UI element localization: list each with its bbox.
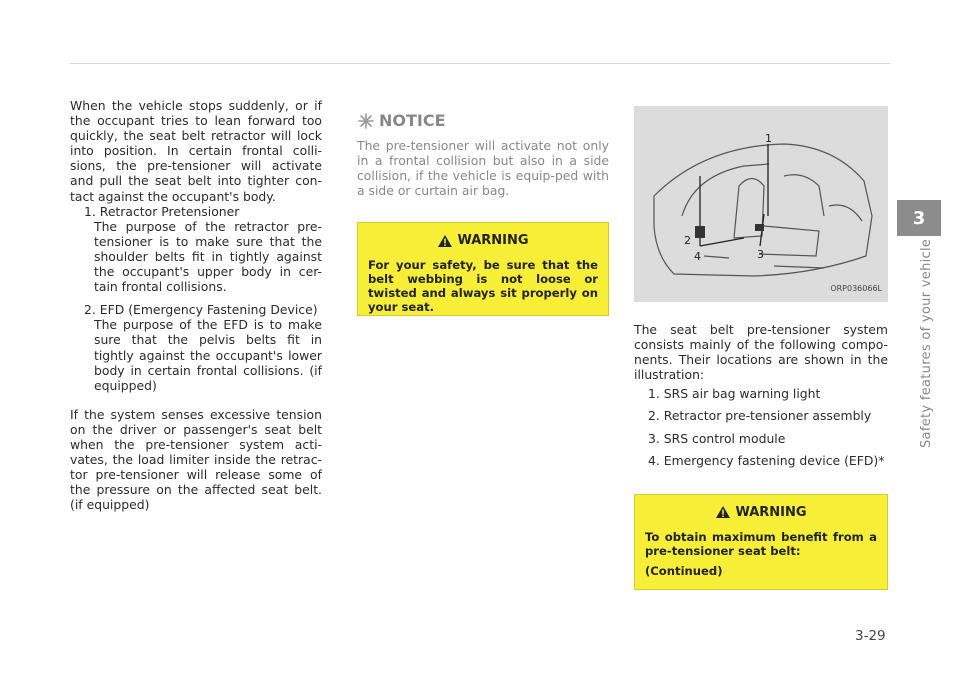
snowflake-icon [357,112,375,130]
chapter-tab: 3 [897,200,941,236]
middle-column [357,112,609,316]
warning-body: To obtain maximum benefit from a pre-tensioner seat belt: [645,529,877,558]
callout-2: 2 [684,234,691,247]
warning-continued: (Continued) [645,563,723,578]
retractor-marker [695,226,705,238]
notice-title: NOTICE [379,111,446,131]
list-item: 2. Retractor pre-tensioner assembly [648,408,872,424]
warning-box [357,222,609,316]
list-item: 3. SRS control module [648,430,786,446]
callout-4: 4 [694,250,701,263]
list-item-body: The purpose of the retractor pre-tensioner is to make sure that the shoulder belts fit in tightly against the occupant's upper body in cer-tain frontal collisions. [94,218,322,295]
notice-body: The pre-tensioner will activate not only in a frontal collision but also in a side collision, if the vehicle is equip-ped with a side or curtain air bag. [357,138,609,199]
warning-body: For your safety, be sure that the belt webbing is not loose or twisted and always sit properly on your seat. [368,258,598,315]
components-intro: The seat belt pre-tensioner system consists mainly of the following compo-nents. Their locations are shown in the illustration: [634,322,888,383]
warning-heading [368,233,598,248]
warning-title: WARNING [735,504,807,520]
list-item-title: 2. EFD (Emergency Fastening Device) [84,302,318,318]
list-item-title: 1. Retractor Pretensioner [84,203,240,219]
list-item [70,302,322,393]
warning-triangle-icon [437,234,453,248]
notice-heading [357,112,609,130]
left-column [70,98,322,512]
right-column [634,106,888,590]
pretensioner-illustration [634,106,888,302]
warning-box [634,494,888,590]
callout-3: 3 [757,248,764,261]
callout-1: 1 [765,132,772,145]
components-list [634,386,888,467]
warning-triangle-icon [715,505,731,519]
load-limiter-paragraph: If the system senses excessive tension on the driver or passenger's seat belt when the pre-tensioner system acti-vates, the load limiter inside the retrac-tor pre-tensioner will release some of the pressure on the affected seat belt. (if equipped) [70,406,322,513]
warning-title: WARNING [457,233,529,249]
list-item-body: The purpose of the EFD is to make sure that the pelvis belts fit in tightly against the occupant's lower body in certain frontal collisions. (if equipped) [94,317,322,393]
control-module-marker [755,224,764,231]
list-item: 1. SRS air bag warning light [648,386,821,402]
car-interior-drawing [634,106,888,302]
chapter-side-title: Safety features of your vehicle [919,238,934,448]
list-item: 4. Emergency fastening device (EFD)* [648,452,885,468]
warning-heading [645,505,877,520]
intro-paragraph: When the vehicle stops suddenly, or if the occupant tries to lean forward too quickly, the seat belt retractor will lock into position. In certain frontal colli-sions, the pre-tensioner will activate and pull the seat belt into tighter con-tact against the occupant's body. [70,98,322,204]
page-number: 3-29 [855,628,886,644]
list-item [70,204,322,295]
figure-code: ORP036066L [830,283,882,293]
top-divider [70,63,890,64]
